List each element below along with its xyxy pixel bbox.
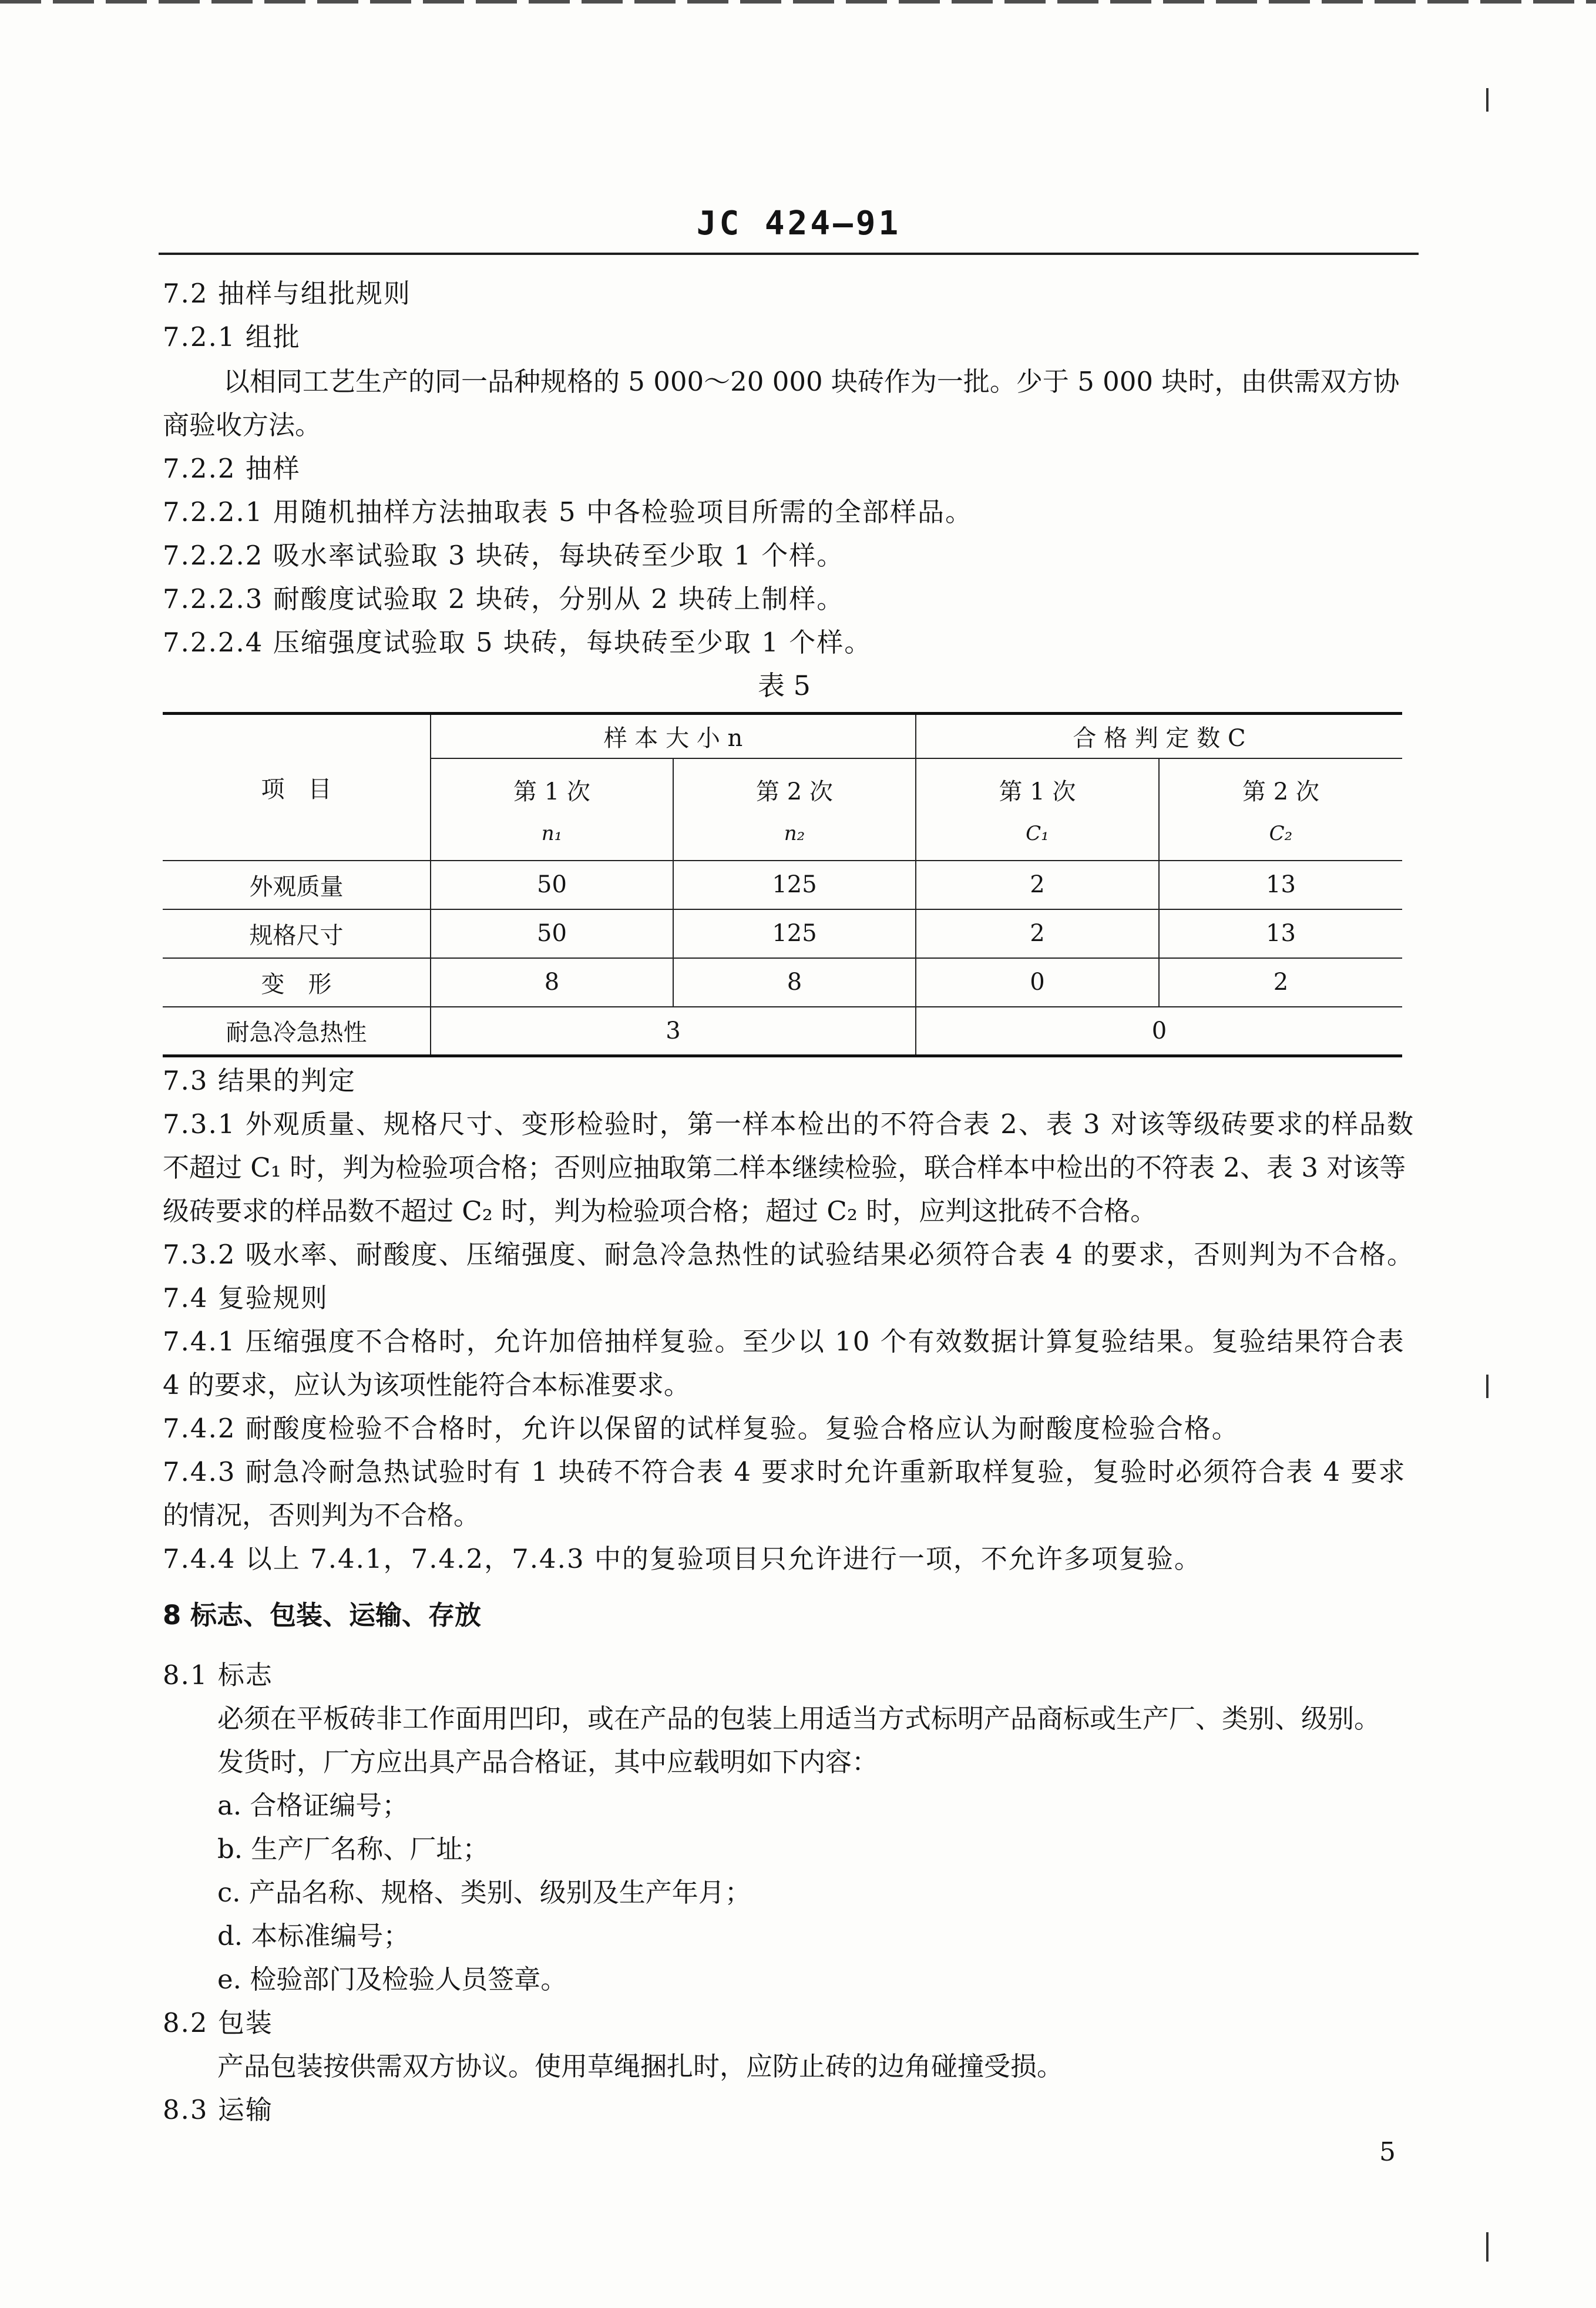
list-item: d. 本标准编号； xyxy=(217,1920,410,1951)
subheader-cell xyxy=(673,758,916,861)
subheader-label: 第 1 次 xyxy=(999,778,1076,805)
section-8-title: 8 标志、包装、运输、存放 xyxy=(163,1600,481,1631)
header-acceptance-number: 合 格 判 定 数 C xyxy=(916,714,1402,758)
cell-c-merged: 0 xyxy=(916,1007,1402,1056)
paragraph: 以相同工艺生产的同一品种规格的 5 000～20 000 块砖作为一批。少于 5 000 块时，由供需双方协 xyxy=(223,366,1400,397)
row-item: 耐急冷急热性 xyxy=(163,1007,431,1056)
subheader-symbol: n₂ xyxy=(784,822,805,845)
table-row xyxy=(163,958,1402,1007)
cell-c2: 13 xyxy=(1159,909,1402,958)
table-row xyxy=(163,909,1402,958)
standard-code-header: JC 424—91 xyxy=(696,204,902,243)
clause-7-4-1: 7.4.1 压缩强度不合格时，允许加倍抽样复验。至少以 10 个有效数据计算复验结果。复验结果符合表 xyxy=(163,1326,1405,1357)
paragraph: 发货时，厂方应出具产品合格证，其中应载明如下内容： xyxy=(217,1746,879,1778)
paragraph: 商验收方法。 xyxy=(163,409,322,441)
clause-7-2-2-3: 7.2.2.3 耐酸度试验取 2 块砖，分别从 2 块砖上制样。 xyxy=(163,583,845,614)
cell-n1: 50 xyxy=(431,909,673,958)
clause-7-4-2: 7.4.2 耐酸度检验不合格时，允许以保留的试样复验。复验合格应认为耐酸度检验合格。 xyxy=(163,1413,1239,1444)
table-header-row xyxy=(163,714,1402,758)
row-item: 外观质量 xyxy=(163,861,431,909)
cell-c2: 13 xyxy=(1159,861,1402,909)
cell-n1: 50 xyxy=(431,861,673,909)
scan-top-border xyxy=(0,0,1596,4)
subheader-symbol: C₂ xyxy=(1269,822,1293,845)
section-8-3-title: 8.3 运输 xyxy=(163,2094,273,2125)
clause-7-4-3: 7.4.3 耐急冷耐急热试验时有 1 块砖不符合表 4 要求时允许重新取样复验，复验时必须符合表 4 要求 xyxy=(163,1456,1406,1487)
cell-n2: 8 xyxy=(673,958,916,1007)
clause-7-2-2-1: 7.2.2.1 用随机抽样方法抽取表 5 中各检验项目所需的全部样品。 xyxy=(163,496,973,528)
subheader-label: 第 2 次 xyxy=(1242,778,1319,805)
cell-c1: 2 xyxy=(916,861,1159,909)
subheader-cell xyxy=(916,758,1159,861)
section-8-2-title: 8.2 包装 xyxy=(163,2007,273,2038)
table-5 xyxy=(163,712,1402,1057)
paragraph: 4 的要求，应认为该项性能符合本标准要求。 xyxy=(163,1369,690,1400)
clause-7-3-1: 7.3.1 外观质量、规格尺寸、变形检验时，第一样本检出的不符合表 2、表 3 对该等级砖要求的样品数 xyxy=(163,1108,1414,1140)
cell-c1: 2 xyxy=(916,909,1159,958)
clause-7-4-4: 7.4.4 以上 7.4.1，7.4.2，7.4.3 中的复验项目只允许进行一项，不允许多项复验。 xyxy=(163,1543,1202,1574)
paragraph: 的情况，否则判为不合格。 xyxy=(163,1500,481,1531)
cell-n1: 8 xyxy=(431,958,673,1007)
section-7-2-2-title: 7.2.2 抽样 xyxy=(163,453,301,484)
scan-mark xyxy=(1486,88,1489,112)
subheader-symbol: C₁ xyxy=(1026,822,1049,845)
clause-7-2-2-2: 7.2.2.2 吸水率试验取 3 块砖，每块砖至少取 1 个样。 xyxy=(163,540,845,571)
subheader-cell xyxy=(431,758,673,861)
paragraph: 不超过 C₁ 时，判为检验项合格；否则应抽取第二样本继续检验，联合样本中检出的不符表 2、表 3 对该等 xyxy=(163,1152,1406,1183)
paragraph: 产品包装按供需双方协议。使用草绳捆扎时，应防止砖的边角碰撞受损。 xyxy=(217,2051,1064,2082)
cell-n2: 125 xyxy=(673,909,916,958)
section-7-2-title: 7.2 抽样与组批规则 xyxy=(163,278,411,309)
cell-n2: 125 xyxy=(673,861,916,909)
subheader-label: 第 1 次 xyxy=(513,778,590,805)
subheader-cell xyxy=(1159,758,1402,861)
subheader-symbol: n₁ xyxy=(541,822,563,845)
list-item: a. 合格证编号； xyxy=(217,1790,409,1821)
cell-c1: 0 xyxy=(916,958,1159,1007)
header-sample-size: 样 本 大 小 n xyxy=(431,714,916,758)
cell-n-merged: 3 xyxy=(431,1007,916,1056)
list-item: c. 产品名称、规格、类别、级别及生产年月； xyxy=(217,1877,751,1908)
scan-mark xyxy=(1486,1375,1489,1398)
subheader-label: 第 2 次 xyxy=(756,778,833,805)
header-rule xyxy=(159,253,1419,255)
table-row xyxy=(163,1007,1402,1056)
section-7-3-title: 7.3 结果的判定 xyxy=(163,1065,356,1096)
row-item: 变 形 xyxy=(163,958,431,1007)
table-5-caption: 表 5 xyxy=(758,670,811,701)
scan-mark xyxy=(1486,2232,1489,2262)
section-8-1-title: 8.1 标志 xyxy=(163,1659,273,1691)
list-item: b. 生产厂名称、厂址； xyxy=(217,1833,489,1864)
section-7-2-1-title: 7.2.1 组批 xyxy=(163,321,301,352)
cell-c2: 2 xyxy=(1159,958,1402,1007)
section-7-4-title: 7.4 复验规则 xyxy=(163,1282,328,1313)
clause-7-3-2: 7.3.2 吸水率、耐酸度、压缩强度、耐急冷急热性的试验结果必须符合表 4 的要求，否则判为不合格。 xyxy=(163,1239,1415,1270)
header-item: 项 目 xyxy=(163,714,431,861)
row-item: 规格尺寸 xyxy=(163,909,431,958)
page-number: 5 xyxy=(1379,2137,1396,2167)
table-row xyxy=(163,861,1402,909)
list-item: e. 检验部门及检验人员签章。 xyxy=(217,1964,567,1995)
paragraph: 必须在平板砖非工作面用凹印，或在产品的包装上用适当方式标明产品商标或生产厂、类别、级别。 xyxy=(217,1703,1381,1734)
clause-7-2-2-4: 7.2.2.4 压缩强度试验取 5 块砖，每块砖至少取 1 个样。 xyxy=(163,627,872,658)
paragraph: 级砖要求的样品数不超过 C₂ 时，判为检验项合格；超过 C₂ 时，应判这批砖不合格。 xyxy=(163,1195,1157,1227)
